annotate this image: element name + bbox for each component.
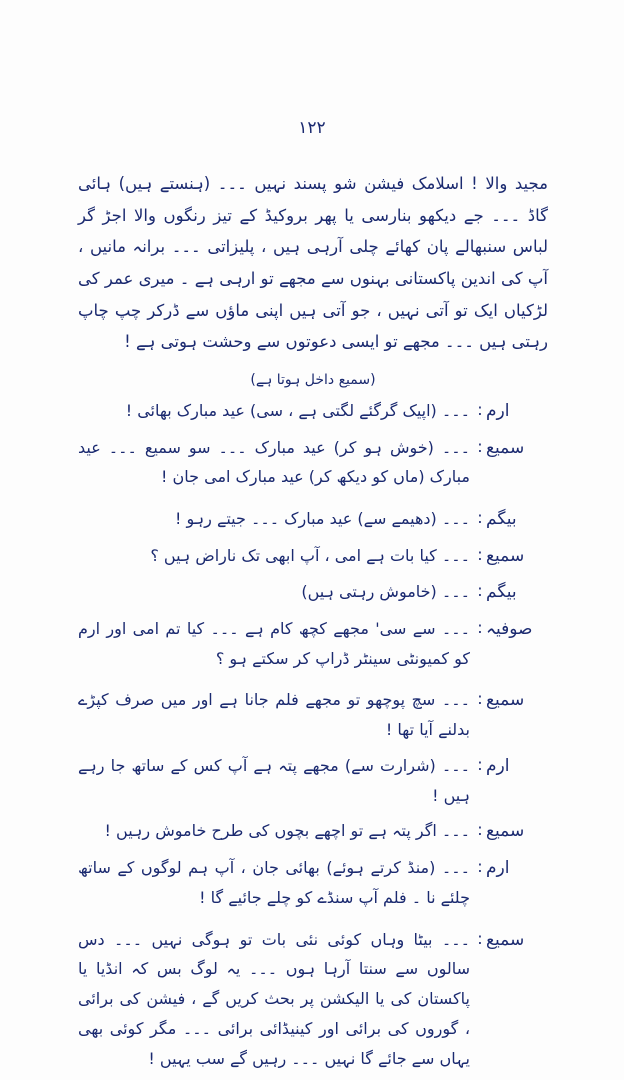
speaker-name: سمیع [486,929,525,950]
speaker-colon: : [477,617,483,637]
dialogue-text: ۔۔۔ (دھیمے سے) عید مبارک ۔۔۔ جیتے رہو ! [174,509,470,529]
stage-direction-sameeh-enters: (سمیع داخل ہوتا ہے) [250,372,376,389]
speaker-colon: : [477,820,483,840]
page-number: ۱۲۲ [298,118,326,138]
speaker-name: سمیع [486,690,525,711]
dialogue-line [78,577,548,608]
dialogue-line [78,504,548,535]
speaker-colon: : [477,508,483,528]
dialogue-line [78,751,548,811]
dialogue-line [78,541,548,572]
dialogue-text: ۔۔۔ سچ پوچھو تو مجھے فلم جانا ہے اور میں صرف کپڑے بدلنے آیا تھا ! [78,690,470,740]
speaker-colon: : [477,754,483,774]
speaker-colon: : [477,436,483,456]
speaker-name: ارم [486,858,510,878]
speaker-name: بیگم [486,509,517,530]
dialogue-line [78,853,548,913]
speaker-name: سمیع [486,821,525,842]
dialogue-line [78,433,548,493]
speaker-colon: : [477,544,483,564]
dialogue-text: ۔۔۔ (منڈ کرتے ہوئے) بھائی جان ، آپ ہم لوگوں کے ساتھ چلئے نا ۔ فلم آپ سنڈے کو چلے جائیے گا ! [78,858,470,907]
dialogue-line [78,685,548,745]
speaker-name: ارم [486,755,510,776]
speaker-colon: : [477,581,483,601]
speaker-colon: : [477,928,483,948]
dialogue-text: ۔۔۔ اگر پتہ ہے تو اچھے بچوں کی طرح خاموش رہیں ! [104,821,470,841]
dialogue-line [78,614,548,674]
dialogue-text: ۔۔۔ کیا بات ہے امی ، آپ ابھی تک ناراض ہیں ؟ [150,545,470,565]
dialogue-line [78,816,548,847]
spacer [78,360,548,366]
dialogue-line [78,925,548,1074]
dialogue-text: ۔۔۔ سے سی' مجھے کچھ کام ہے ۔۔۔ کیا تم امی اور ارم کو کمیونٹی سینٹر ڈراپ کر سکتے ہو ؟ [78,618,470,668]
dialogue-text: ۔۔۔ (شرارت سے) مجھے پتہ ہے آپ کس کے ساتھ جا رہے ہیں ! [78,755,470,805]
speaker-name: بیگم [486,582,517,603]
page-body [78,168,548,1079]
speaker-name: سمیع [486,545,525,566]
speaker-name: سمیع [486,437,525,458]
speaker-colon: : [477,857,483,876]
dialogue-line [78,396,548,427]
opening-paragraph: مجید والا ! اسلامک فیشن شو پسند نہیں ۔۔۔ (ہنستے ہیں) ہائی گاڈ ۔۔۔ جے دیکھو بنارسی یا پھر بروکیڈ کے تیز رنگوں والا اجڑ گر لباس سنبھالے پان کھائے چلی آرہی ہیں ، پلیزاتی ۔۔۔ برانہ مانیں ، آپ کی اندین پاکستانی بہنوں سے مجھے تو ارہی ہے ۔ میری عمر کی لڑکیاں ایک تو آتی نہیں ، جو آتی ہیں اپنی ماؤں سے ڈرکر چپ چاپ رہتی ہیں ۔۔۔ مجھے تو ایسی دعوتوں سے وحشت ہوتی ہے ! [78,174,548,352]
speaker-colon: : [477,400,483,420]
dialogue-text: ۔۔۔ (خاموش رہتی ہیں) [301,582,470,602]
dialogue-text: ۔۔۔ (اپیک گرگئے لگتی ہے ، سی) عید مبارک بھائی ! [125,401,470,421]
speaker-name: ارم [486,401,510,422]
speaker-colon: : [477,689,483,709]
dialogue-text: ۔۔۔ بیٹا وہاں کوئی نئی بات تو ہوگی نہیں ۔۔۔ دس سالوں سے سنتا آرہا ہوں ۔۔۔ یہ لوگ بس کہ انڈیا یا پاکستان کی یا الیکشن پر بحث کریں گے ، فیشن کی برائی ، گوروں کی برائی اور کینیڈائی برائی ۔۔۔ مگر کوئی بھی یہاں سے جائے گا نہیں ۔۔۔ رہیں گے سب یہیں ! [78,929,470,1068]
dialogue-text: ۔۔۔ (خوش ہو کر) عید مبارک ۔۔۔ سو سمیع ۔۔۔ عید مبارک (ماں کو دیکھ کر) عید مبارک امی جان ! [78,437,470,487]
speaker-name: صوفیہ [486,618,533,639]
